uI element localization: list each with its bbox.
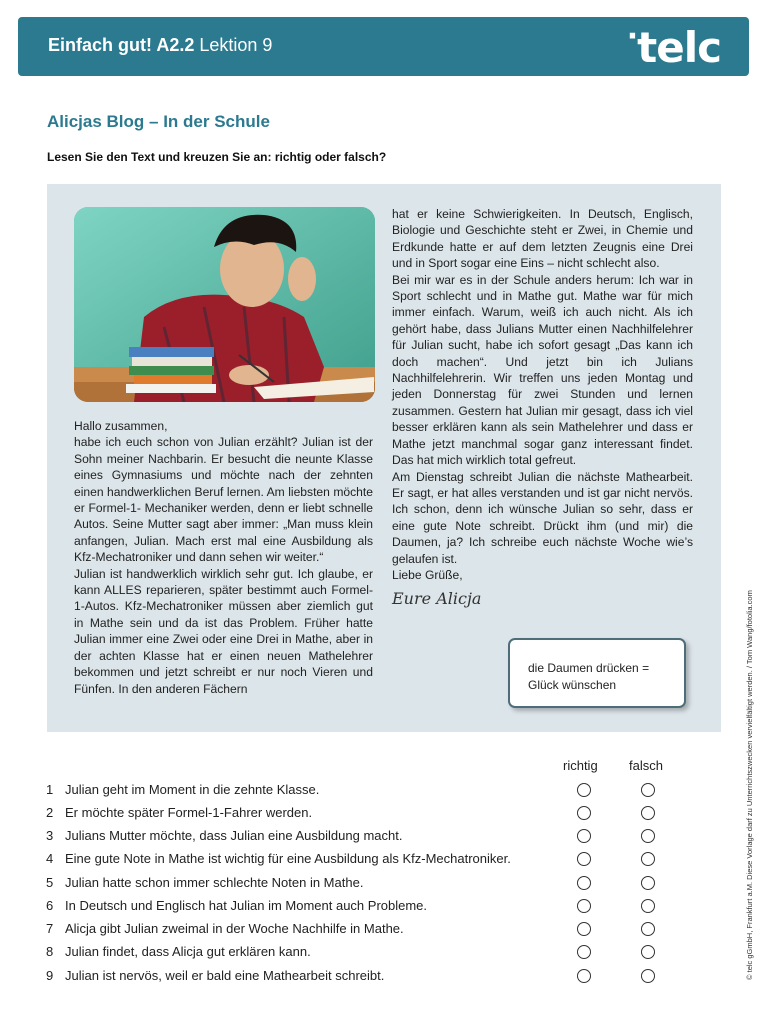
item-statement: Alicja gibt Julian zweimal in der Woche Nachhilfe in Mathe. — [65, 921, 404, 936]
quiz-item — [0, 968, 768, 991]
item-statement: Julian findet, dass Alicja gut erklären kann. — [65, 944, 311, 959]
quiz-item — [0, 921, 768, 944]
blog-paragraph: Am Dienstag schreibt Julian die nächste Mathearbeit. Er sagt, er hat alles verstanden und ist gar nicht nervös. Ich schon, denn ich wünsche Julian so sehr, dass er eine gute Note schreibt. Drückt ihm (und mir) die Daumen, ja? Ich schreibe euch nächste Woche wie’s gelaufen ist. — [392, 469, 693, 566]
item-number: 8 — [46, 944, 54, 959]
student-photo — [74, 207, 375, 402]
item-number: 4 — [46, 851, 54, 866]
radio-falsch[interactable] — [641, 783, 655, 797]
radio-richtig[interactable] — [577, 806, 591, 820]
radio-richtig[interactable] — [577, 783, 591, 797]
quiz-item — [0, 805, 768, 828]
radio-falsch[interactable] — [641, 829, 655, 843]
quiz-item — [0, 828, 768, 851]
note-line: Glück wünschen — [528, 678, 617, 692]
instruction: Lesen Sie den Text und kreuzen Sie an: richtig oder falsch? — [47, 150, 387, 164]
item-number: 3 — [46, 828, 54, 843]
radio-falsch[interactable] — [641, 945, 655, 959]
copyright-credit: © telc gGmbH, Frankfurt a.M. Diese Vorlage darf zu Unterrichtszwecken vervielfältigt werden. / Tom Wang/fotolia.com — [745, 590, 754, 980]
blog-paragraph: hat er keine Schwierigkeiten. In Deutsch, Englisch, Biologie und Geschichte steht er Zwei, in Chemie und Erdkunde hatte er auf dem letzten Zeugnis eine Drei und in Sport sogar eine Eins – nicht schlecht also. — [392, 207, 693, 271]
item-number: 5 — [46, 875, 54, 890]
radio-falsch[interactable] — [641, 922, 655, 936]
note-line: die Daumen drücken = — [528, 661, 650, 675]
telc-logo: ·telc — [626, 19, 721, 72]
item-statement: In Deutsch und Englisch hat Julian im Moment auch Probleme. — [65, 898, 428, 913]
column-header-richtig: richtig — [563, 758, 598, 773]
radio-falsch[interactable] — [641, 852, 655, 866]
radio-richtig[interactable] — [577, 969, 591, 983]
item-number: 6 — [46, 898, 54, 913]
blog-paragraph: habe ich euch schon von Julian erzählt? Julian ist der Sohn meiner Nachbarin. Er besucht die neunte Klasse eines Gymnasiums und möchte nach der zehnten einen handwerklichen Beruf lernen. Am liebsten möchte er Formel-1- Mechaniker werden, denn er liebt schnelle Autos. Seine Mutter sagt aber immer: „Man muss klein anfangen, Julian. Mach erst mal eine Ausbildung als Kfz-Mechatroniker und dann sehen wir weiter.“ — [74, 435, 373, 565]
item-statement: Er möchte später Formel-1-Fahrer werden. — [65, 805, 313, 820]
radio-richtig[interactable] — [577, 829, 591, 843]
radio-richtig[interactable] — [577, 945, 591, 959]
radio-falsch[interactable] — [641, 806, 655, 820]
item-statement: Julian hatte schon immer schlechte Noten in Mathe. — [65, 875, 364, 890]
item-number: 2 — [46, 805, 54, 820]
item-number: 9 — [46, 968, 54, 983]
blog-column-right — [392, 206, 693, 608]
quiz-item — [0, 851, 768, 874]
blog-column-left — [74, 418, 373, 697]
quiz-item — [0, 782, 768, 805]
radio-richtig[interactable] — [577, 852, 591, 866]
item-number: 1 — [46, 782, 54, 797]
quiz-item — [0, 944, 768, 967]
header-bar — [18, 17, 749, 76]
page-title: Alicjas Blog – In der Schule — [47, 112, 270, 131]
column-header-falsch: falsch — [629, 758, 663, 773]
book-name: Einfach gut! A2.2 — [48, 35, 195, 55]
blog-paragraph: Bei mir war es in der Schule anders herum: Ich war in Sport schlecht und in Mathe gut. Mathe war für mich immer einfach. Warum, weiß ich auch nicht. Als ich gehört habe, dass Julians Mutter einen Nachhilfelehrer für Julian sucht, habe ich sofort gesagt „Das kann ich doch machen“. Und jetzt bin ich Julians Nachhilfelehrerin. Wir treffen uns jeden Montag und jeden Donnerstag für zwei Stunden und lernen zusammen. Gestern hat Julian mir gesagt, dass ich viel besser erklären kann als sein Mathelehrer und dass er Mathe jetzt manchmal sogar ganz interessant findet. Das hat mich wirklich total gefreut. — [392, 272, 693, 468]
book-title — [48, 35, 272, 56]
item-statement: Julian ist nervös, weil er bald eine Mathearbeit schreibt. — [65, 968, 385, 983]
item-number: 7 — [46, 921, 54, 936]
quiz-item — [0, 875, 768, 898]
item-statement: Julians Mutter möchte, dass Julian eine Ausbildung macht. — [65, 828, 403, 843]
lesson-label: Lektion 9 — [199, 35, 273, 55]
radio-falsch[interactable] — [641, 969, 655, 983]
blog-signature: Eure Alicja — [392, 589, 482, 609]
radio-falsch[interactable] — [641, 876, 655, 890]
quiz-item — [0, 898, 768, 921]
radio-richtig[interactable] — [577, 899, 591, 913]
radio-falsch[interactable] — [641, 899, 655, 913]
vocabulary-note — [508, 638, 686, 708]
item-statement: Julian geht im Moment in die zehnte Klasse. — [65, 782, 320, 797]
blog-closing: Liebe Grüße, — [392, 567, 463, 582]
radio-richtig[interactable] — [577, 876, 591, 890]
item-statement: Eine gute Note in Mathe ist wichtig für eine Ausbildung als Kfz-Mechatroniker. — [65, 851, 511, 866]
radio-richtig[interactable] — [577, 922, 591, 936]
blog-greeting: Hallo zusammen, — [74, 419, 168, 433]
blog-paragraph: Julian ist handwerklich wirklich sehr gut. Ich glaube, er kann ALLES reparieren, später bestimmt auch Formel-1-Autos. Kfz-Mechatroniker müssen aber ziemlich gut in Mathe sein und da ist das Problem. Früher hatte Julian immer eine Zwei oder eine Drei in Mathe, aber in der achten Klasse hat er einen neuen Mathelehrer bekommen und jetzt schreibt er nur noch Vieren und Fünfen. In den anderen Fächern — [74, 566, 373, 696]
